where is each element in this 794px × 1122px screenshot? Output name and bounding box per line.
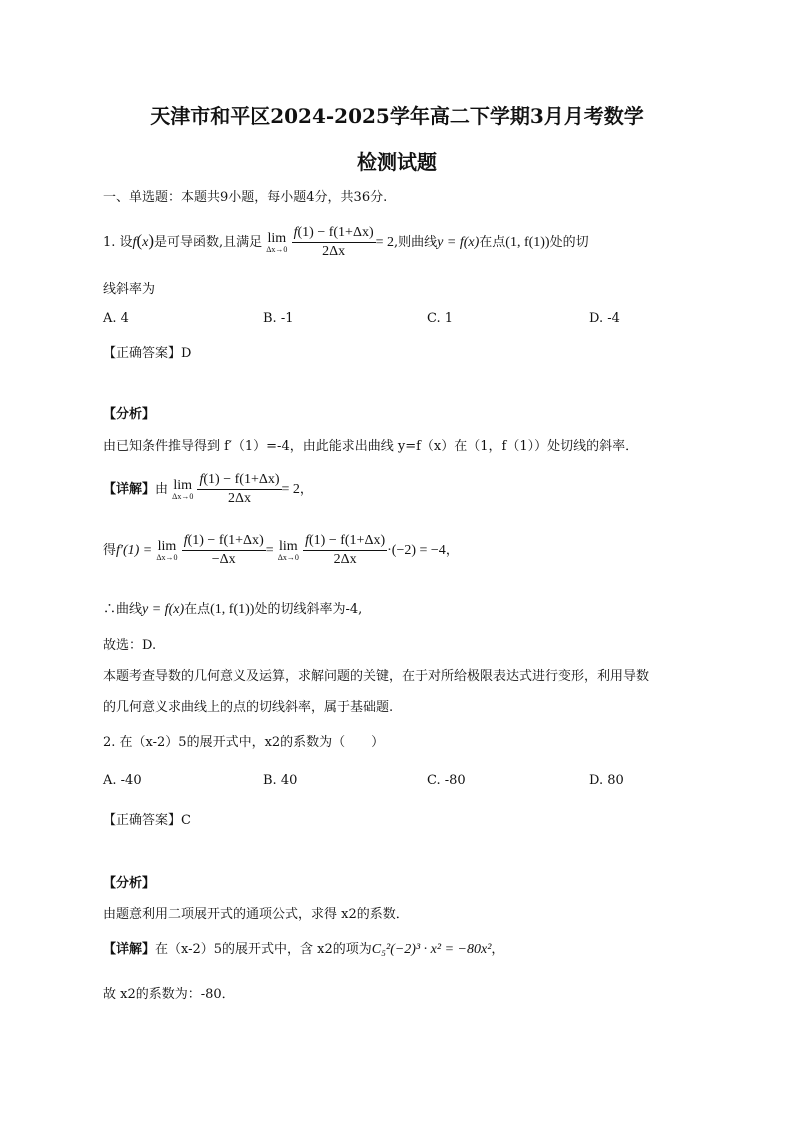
q1-number: 1. 设 (103, 235, 133, 250)
q1-option-a: A. 4 (103, 311, 129, 326)
frac-1: 1 (208, 472, 216, 487)
q1-detail-tag: 【详解】 (103, 482, 156, 497)
q1-choice: 故选：D. (103, 638, 157, 653)
q1-limit (266, 232, 287, 254)
deriv-pre: 得 (103, 543, 117, 558)
deriv-fraction-1: $\frac{f(1) - f(1+\Delta x)}{-\Delta x}$ (183, 533, 264, 567)
lim-sub: Δx→0 (172, 491, 194, 501)
lim-label: lim (267, 230, 287, 246)
q2-detail-end: ， (491, 942, 505, 957)
q2-analysis: 由题意利用二项展开式的通项公式，求得 x2的系数． (103, 907, 409, 922)
concl-curve: y = f(x) (142, 602, 185, 617)
q1-text4: 在点 (479, 235, 506, 250)
q2-option-d: D. 80 (589, 773, 624, 788)
q2-answer: 【正确答案】C (103, 813, 191, 828)
frac-f1: f (305, 533, 309, 548)
concl-mid: 在点 (184, 602, 211, 617)
frac-1: 1 (192, 533, 200, 548)
section-header: 一、单选题：本题共9小题，每小题4分，共36分. (103, 190, 388, 205)
frac-f1: f (293, 225, 298, 240)
q1-text2: 是可导函数,且满足 (154, 235, 263, 250)
q2-detail-tag: 【详解】 (103, 942, 156, 957)
deriv-end: ， (445, 543, 459, 558)
frac-1-dx: 1+Δx (228, 533, 260, 548)
q1-analysis-tag: 【分析】 (103, 407, 156, 422)
frac-f1: f (183, 533, 188, 548)
q1-detail-pre: 由 (155, 482, 169, 497)
frac-1-dx: 1+Δx (243, 472, 275, 487)
concl-pre: ∴曲线 (103, 602, 143, 617)
q1-conclusion (103, 598, 362, 618)
page-title: 天津市和平区2024-2025学年高二下学期3月月考数学 (150, 104, 644, 128)
q1-answer: 【正确答案】D (103, 346, 192, 361)
q1-option-b: B. -1 (263, 311, 294, 326)
q1-point: (1, f(1)) (505, 235, 550, 250)
detail-limit (172, 479, 193, 501)
frac-minus-f: − f (207, 533, 224, 548)
q2-option-a: A. -40 (103, 773, 142, 788)
frac-1-dx: 1+Δx (338, 225, 369, 240)
q1-derivation: 得f′(1) = lim Δx→0 $\frac{f(1) - f(1+\Delta x)}{-\Delta x}$ = lim Δx→0 $\frac{f(1) - f(1+\Delta x)}{2\Delta x}$ ·(−2) = −4， (103, 533, 459, 567)
lim-label: lim (279, 538, 298, 554)
detail-end: ， (299, 482, 313, 497)
frac-minus-f: − f (223, 472, 240, 487)
question-2-stem: 2. 在（x-2）5的展开式中，x2的系数为（ ） (103, 735, 385, 750)
q1-text3: ,则曲线 (394, 235, 438, 250)
question-1-stem: 1. 设f(x)是可导函数,且满足 lim Δx→0 $\frac{f(1) - f(1+\Delta x)}{2\Delta x}$ = 2,则曲线y = f(x)在点(1, f(1))处的切 (103, 225, 589, 259)
lim-label: lim (173, 477, 193, 493)
concl-end: 处的切线斜率为-4, (254, 602, 363, 617)
q1-eq2: = 2 (375, 235, 395, 250)
frac-f1: f (199, 472, 204, 487)
deriv-limit-2 (278, 540, 299, 562)
q2-detail-text: 在（x-2）5的展开式中，含 x2的项为 (155, 942, 372, 957)
lim-sub: Δx→0 (277, 552, 299, 562)
frac-den: 2Δx (227, 491, 251, 506)
q2-conclusion: 故 x2的系数为：-80． (103, 987, 235, 1002)
q1-x: x (142, 235, 149, 250)
deriv-lhs: f′(1) = (116, 543, 153, 558)
q2-detail (103, 938, 504, 958)
q1-comment-line2: 的几何意义求曲线上的点的切线斜率，属于基础题. (103, 700, 394, 715)
deriv-factor: ·(−2) = −4 (387, 543, 446, 558)
frac-den-neg: −Δx (211, 552, 236, 567)
q2-option-b: B. 40 (263, 773, 298, 788)
q1-comment-line1: 本题考查导数的几何意义及运算，求解问题的关键，在于对所给极限表达式进行变形，利用导数 (103, 669, 650, 684)
question-1-line2: 线斜率为 (103, 282, 156, 297)
lim-sub: Δx→0 (266, 244, 288, 254)
q2-analysis-tag: 【分析】 (103, 876, 156, 891)
detail-eq: = 2 (281, 482, 300, 497)
lim-label: lim (157, 538, 177, 554)
q2-detail-math: C₅²(−2)³ · x² = −80x² (371, 942, 492, 957)
deriv-fraction-2: $\frac{f(1) - f(1+\Delta x)}{2\Delta x}$ (305, 533, 386, 567)
frac-den: 2Δx (322, 244, 346, 259)
detail-fraction: $\frac{f(1) - f(1+\Delta x)}{2\Delta x}$ (199, 472, 280, 506)
frac-den: 2Δx (333, 552, 357, 567)
frac-minus-f: − f (317, 225, 334, 240)
frac-1-dx: 1+Δx (349, 533, 381, 548)
q2-option-c: C. -80 (427, 773, 466, 788)
lim-sub: Δx→0 (156, 552, 178, 562)
q1-analysis: 由已知条件推导得到 f′（1）=-4，由此能求出曲线 y=f（x）在（1，f（1））处切线的斜率． (103, 439, 639, 454)
frac-1: 1 (313, 533, 321, 548)
deriv-limit-1 (156, 540, 177, 562)
q1-curve: y = f(x) (437, 235, 480, 250)
frac-1: 1 (302, 225, 310, 240)
q1-f: f (132, 235, 137, 250)
concl-point: (1, f(1)) (210, 602, 255, 617)
frac-minus-f: − f (328, 533, 345, 548)
q1-text5: 处的切 (549, 235, 589, 250)
q1-option-c: C. 1 (427, 311, 454, 326)
q1-fraction: $\frac{f(1) - f(1+\Delta x)}{2\Delta x}$ (293, 225, 374, 259)
page-subtitle: 检测试题 (357, 150, 437, 174)
q1-detail (103, 472, 313, 507)
q1-option-d: D. -4 (589, 311, 620, 326)
